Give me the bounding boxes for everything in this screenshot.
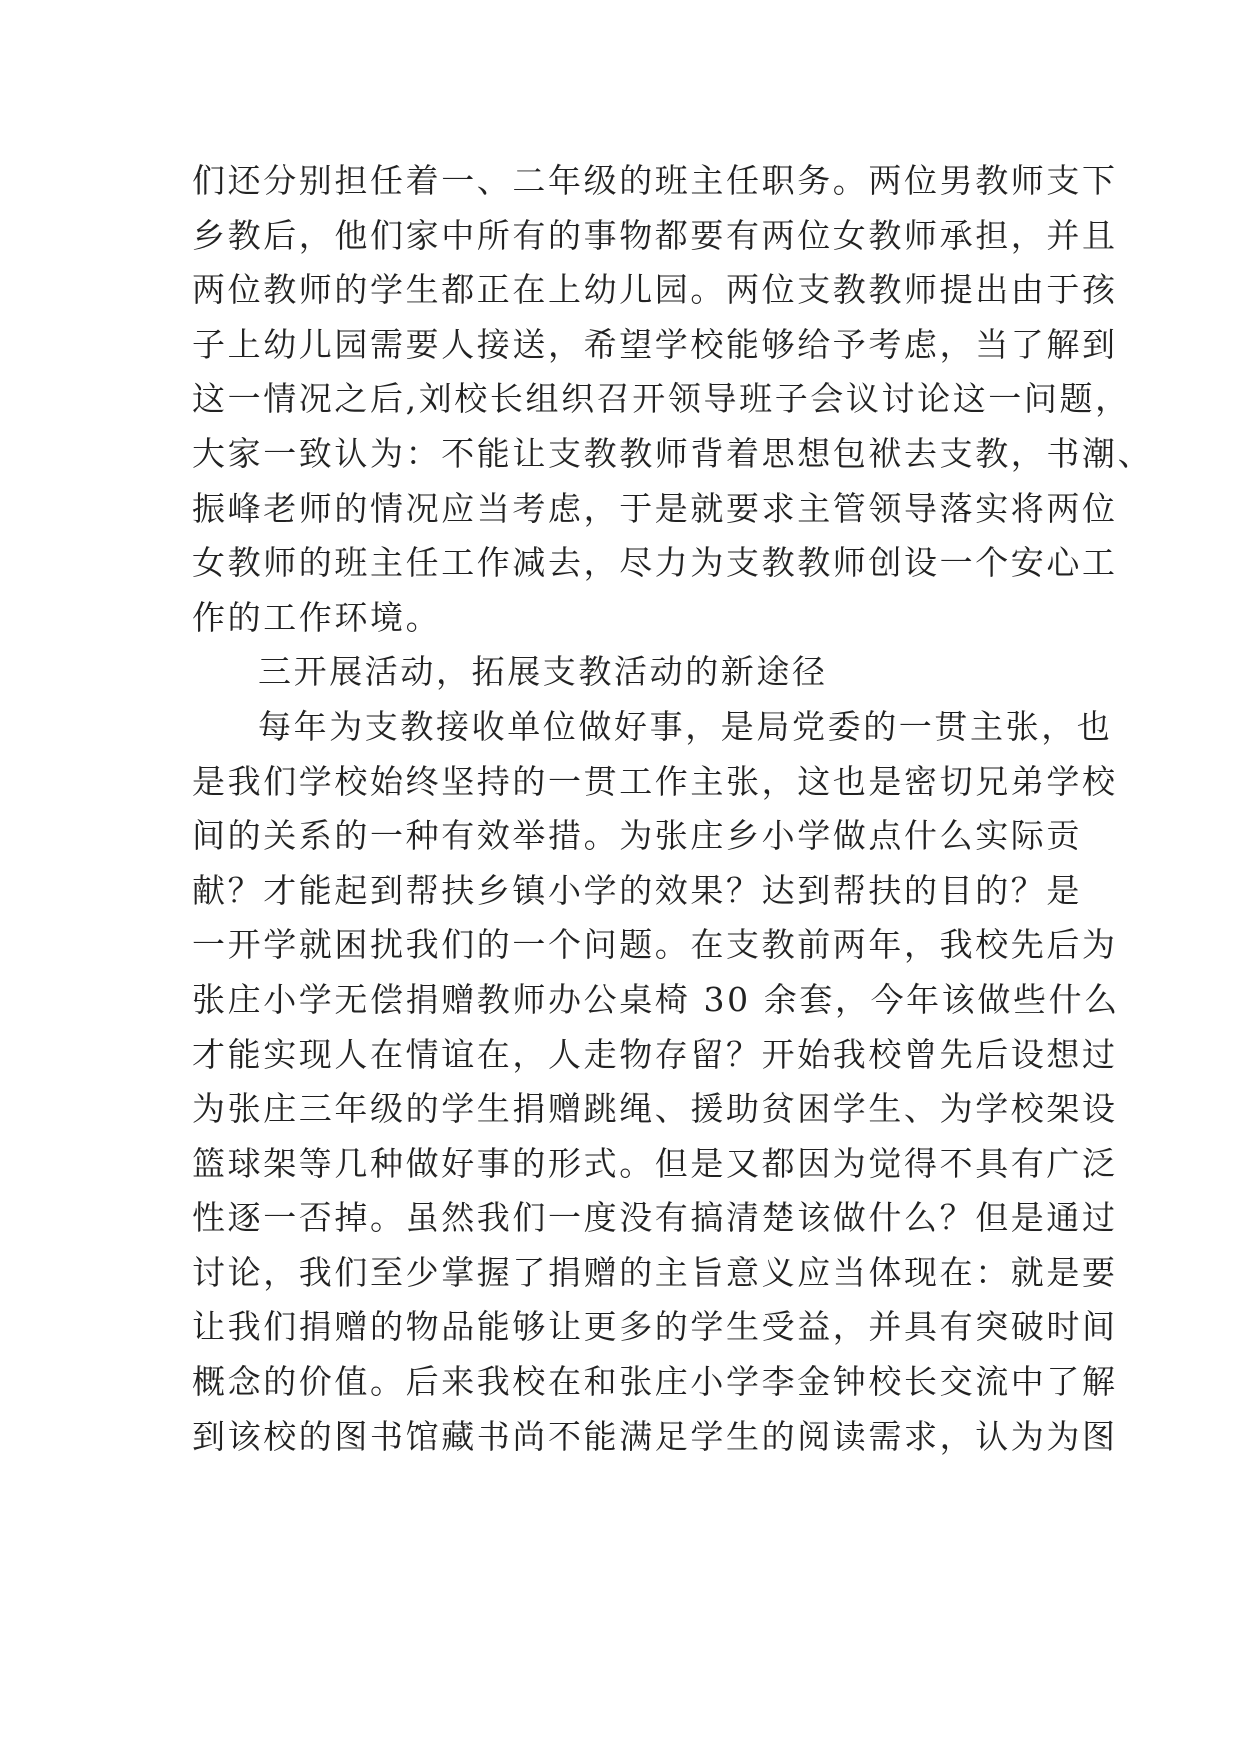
text-line: 这一情况之后,刘校长组织召开领导班子会议讨论这一问题， — [192, 379, 1131, 419]
text-line: 每年为支教接收单位做好事，是局党委的一贯主张，也 — [258, 706, 1113, 746]
text-line: 们还分别担任着一、二年级的班主任职务。两位男教师支下 — [192, 161, 1118, 200]
text-line: 大家一致认为：不能让支教教师背着思想包袱去支教，书潮、 — [192, 433, 1154, 473]
text-line: 间的关系的一种有效举措。为张庄乡小学做点什么实际贡 — [192, 816, 1082, 856]
text-line: 女教师的班主任工作减去，尽力为支教教师创设一个安心工 — [192, 543, 1118, 583]
paragraph — [192, 645, 1052, 700]
text-line: 乡教后，他们家中所有的事物都要有两位女教师承担，并且 — [192, 215, 1118, 255]
text-line: 概念的价值。后来我校在和张庄小学李金钟校长交流中了解 — [192, 1362, 1118, 1402]
text-line: 到该校的图书馆藏书尚不能满足学生的阅读需求，认为为图 — [192, 1416, 1118, 1456]
text-line: 子上幼儿园需要人接送，希望学校能够给予考虑，当了解到 — [192, 324, 1118, 364]
text-line: 为张庄三年级的学生捐赠跳绳、援助贫困学生、为学校架设 — [192, 1089, 1118, 1129]
text-line: 作的工作环境。 — [192, 597, 442, 637]
text-line: 献？才能起到帮扶乡镇小学的效果？达到帮扶的目的？是 — [192, 870, 1082, 910]
text-line: 一开学就困扰我们的一个问题。在支教前两年，我校先后为 — [192, 925, 1118, 965]
document-body — [192, 154, 1154, 1464]
text-line: 让我们捐赠的物品能够让更多的学生受益，并具有突破时间 — [192, 1307, 1118, 1347]
paragraph — [192, 154, 1154, 645]
text-line: 张庄小学无偿捐赠教师办公桌椅 30 余套，今年该做些什么 — [192, 979, 1120, 1019]
text-line: 性逐一否掉。虽然我们一度没有搞清楚该做什么？但是通过 — [192, 1198, 1118, 1238]
text-line: 两位教师的学生都正在上幼儿园。两位支教教师提出由于孩 — [192, 270, 1118, 310]
text-line: 篮球架等几种做好事的形式。但是又都因为觉得不具有广泛 — [192, 1143, 1118, 1183]
text-line: 讨论，我们至少掌握了捐赠的主旨意义应当体现在：就是要 — [192, 1252, 1118, 1292]
text-line: 才能实现人在情谊在，人走物存留？开始我校曾先后设想过 — [192, 1034, 1118, 1074]
text-line: 振峰老师的情况应当考虑，于是就要求主管领导落实将两位 — [192, 488, 1118, 528]
paragraph — [192, 700, 1120, 1464]
text-line: 是我们学校始终坚持的一贯工作主张，这也是密切兄弟学校 — [192, 761, 1118, 801]
text-line: 三开展活动，拓展支教活动的新途径 — [258, 652, 828, 692]
